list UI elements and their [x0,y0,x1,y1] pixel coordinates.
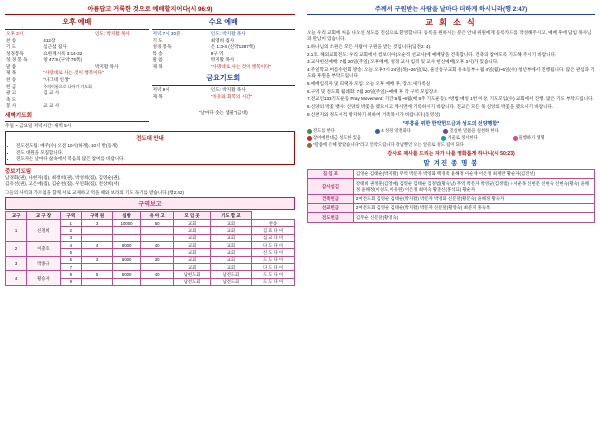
table-cell: 30 [140,256,174,263]
afternoon-head: 오후 예배 [62,19,92,26]
table-row [308,179,595,194]
row-right: 인도: 박지활 목사 [94,31,130,37]
list-item: • 전도자는 날마다 삶속에서 복음의 많은 참여를 바랍니다. [16,156,291,162]
news-item: 5.예배임직자 및 피택자 모임: 오늘 오후 예배 후, 장소:새가족실 [307,81,431,87]
list-item [441,135,510,141]
row-label: 제 목 [152,94,163,99]
col-header: 심방 [113,212,141,219]
worship-section [5,17,295,129]
church-news-body [307,30,595,118]
table-cell [113,227,141,234]
table-cell: 다 도 다 이 [252,264,295,271]
table-cell: 3 [81,219,112,226]
offering-category: 감사섬김 [308,179,354,194]
district-number: 2 [6,241,27,256]
offering-category: 전도헌금 [308,213,354,222]
table-cell: 교회 [174,249,210,256]
table-cell: 신 도 다 이 [252,249,295,256]
table-cell: 남전도회 [210,271,251,278]
friday-prayer-table [152,87,296,100]
col-header: 구역 원 [81,212,112,219]
table-row [6,271,295,278]
offering-category: 집 임 포 [308,170,354,179]
table-cell: 교회 [174,264,210,271]
table-cell: 5 [81,271,112,278]
table-cell: 교회 [174,234,210,241]
table-cell: 남전도회 [210,278,251,285]
icon-label: 진실한 말씀을 실천하 한다 [449,128,499,134]
evangelism-guide-list [9,143,291,162]
table-cell: 교회 [174,227,210,234]
row-label: 기 도 [152,37,163,43]
table-cell: 도 도 다 이 [252,256,295,263]
icon-label: 장어애완대금 성도한 있음 [313,135,362,141]
row-label: 저녁 7시 30분 [152,31,181,37]
intercessory-team-head: 중보기도팀 [5,169,32,176]
table-cell [140,249,174,256]
circle-icon [307,129,312,134]
row-label: 헌 금 [6,83,17,89]
news-item: 2.1호. 해외교회전도: 우리 교회에서 컴보디아(오순직 선교사)에 예배당을 건축합니다. 건축의 참여도록 기도해 주시기 바랍니다. [307,51,557,57]
table-cell: 5 [60,249,81,256]
table-cell: 5000 [113,271,141,278]
table-cell: 1 [60,219,81,226]
offering-guide-head: *부흥을 위한 한약헌드금과 성도의 선양행함* [402,121,500,128]
table-cell [140,227,174,234]
row-label: 봉 사 [6,103,17,109]
row-label: 찬 송 [6,37,17,43]
table-cell: 교회 [174,256,210,263]
list-item [307,142,586,148]
col-header: 기도 합 교 [210,212,251,219]
row-right: 인도: 박지활 목사 [210,31,246,37]
left-footnote: 그들의 사역과 가르침을 함께 서로 교제하고 먹을 때와 보라의 기도 독기를 받습니다.(행2:42) [5,189,184,195]
icon-label: *말씀에 은혜 받았습니다"라고 언약드립니다 강남뿐인 오는 알콜로 성도 됨이 되다 [313,142,464,148]
list-item [307,135,439,141]
church-news-title: 교 회 소 식 [425,18,477,27]
offering-icon-list [307,128,595,148]
row-mid: 9구 역 [210,50,224,56]
district-number: 4 [6,271,27,286]
table-row [5,103,149,110]
row-mid: "사랑대로 사는 것이 행복이다" [43,70,104,76]
row-mid: 박지활 목사 [210,57,235,63]
friday-prayer-head: 금요기도회 [206,75,241,83]
table-cell: 8 [60,271,81,278]
offering-category: 선교헌금 [308,204,354,213]
table-cell: 50 [140,219,174,226]
row-mid: 김 교 사 [43,90,60,96]
table-cell: 도 도 다 이 [252,278,295,285]
row-mid: "사명대로 사는 것이 행복이다" [210,63,272,69]
table-cell: 6 [60,256,81,263]
table-cell: 교회 [210,227,251,234]
wednesday-worship [152,17,296,129]
district-leader: 신철희 [27,219,61,241]
row-mid: 창 47:9 (구약 75쪽) [43,57,82,63]
afternoon-table [5,31,149,109]
col-header: 모 임 곳 [174,212,210,219]
table-cell [113,278,141,285]
table-cell: 찬송 [252,219,295,226]
table-row [308,213,595,222]
table-cell: 교회 [210,234,251,241]
table-row [308,194,595,203]
offering-names: 김무순 신문달(황영숙) [353,213,594,222]
row-label: 찬 송 [6,77,17,82]
wednesday-head: 수요 예배 [208,19,238,26]
row-mid: 은 1:3-4 (신약1287쪽) [210,44,255,50]
col-header: 교 구 장 [27,212,61,219]
wednesday-table [152,31,296,70]
circle-icon [307,143,312,148]
circle-icon [443,129,448,134]
table-cell [81,227,112,234]
icon-label: 4 성경 앙전화다 [381,128,411,134]
circle-icon [375,129,380,134]
row-label: 특 송 [152,50,163,56]
district-rows [6,219,295,285]
district-number: 3 [6,256,27,271]
table-cell: 10000 [113,219,141,226]
right-banner: 주께서 구원받는 사람을 날마다 더하게 하시니라(행 2:47) [307,4,595,15]
row-label: 제 목 [6,70,17,76]
afternoon-worship [5,17,149,129]
table-row [152,94,296,101]
table-cell: 남현도회 [174,271,210,278]
evangelism-guide-title: 전도대 안내 [136,136,164,143]
icon-label: 겨울로 정서한다 [447,135,478,141]
row-mid: 최영희 집사 [210,37,235,43]
row-label: 오후 3시 [6,31,24,37]
intercessory-team-line-1: 남경화(권), 나현자(집), 최정희(권), 박성희(집), 김영순(권), [5,175,121,181]
dawn-prayer-line-2: "날마다 솟는 샘물"(금대) [198,110,248,116]
row-label: 성경봉독 [6,50,24,56]
district-number: 1 [6,219,27,241]
district-leader: 박종규 [27,256,61,271]
table-cell [81,249,112,256]
district-report-title: 구역보고 [5,197,295,210]
table-cell [113,249,141,256]
table-cell [113,234,141,241]
offering-category: 건축헌금 [308,194,354,203]
list-item [307,128,373,134]
row-mid: 412장 [43,37,56,43]
news-item: 1.하나님의 소원은 모든 사람이 구원을 받는 것입니다(딤전2: 4). [307,44,432,50]
table-cell: 교회 [174,241,210,248]
news-item: 3.교사헌신예배: 7월 20일(주일) 오후예배, 성경 교사 임직 및 교사 헌신예배(오후 3시)가 있습니다. [307,59,499,65]
row-mid: 주의이름으로 나아가 기도회 [43,83,92,89]
evangelism-guide-box [5,131,295,165]
table-row [6,241,295,248]
table-cell: 3 [60,234,81,241]
table-row [152,64,296,71]
servants-rows [308,170,595,223]
intercessory-team-line-2: 김유선(권), 고은애(집), 김순천(집), 우연화(집), 전상희(서) [5,181,120,187]
dawn-prayer-line-1: 주일 ~ 금요일 저녁시간: 새벽 5시 [5,123,72,129]
table-cell [140,234,174,241]
table-cell: 교회 [210,219,251,226]
table-cell: 2 [60,227,81,234]
row-mid: 심근섭 집사 [43,44,67,50]
table-row [6,256,295,263]
offering-names: 2여전도회 김영순 김태순(박지활) 박문자 박영화 신문달(황문숙) 윤해정 황숙자 [353,194,594,203]
table-cell: 3 [81,256,112,263]
dawn-prayer-head: 새벽기도회 [5,113,33,120]
table-cell: 교회 [174,219,210,226]
table-cell [81,264,112,271]
row-mid: 요한계시록 3:14-22 [43,50,83,56]
table-cell: 교회 [210,241,251,248]
news-item: 7.전교인133기도운동 Pray Movement: 기간:6월~8월(매 8주 기도운동). *방법:매일 1번 이상, 기도모임(수) 교회에서 진행. 많은 기도 부탁드립니다. [307,96,594,102]
row-label: 저녁 9시 [152,87,170,93]
row-label: 기 도 [6,44,17,50]
table-row [6,219,295,226]
row-mid: "나그네 인생" [43,77,71,82]
row-label: 말 씀 [6,63,17,69]
list-item: • 전도 대원을 모집합니다. [16,150,291,156]
table-cell: 십 교 다 미 [252,234,295,241]
table-cell [113,264,141,271]
col-header: 구역 [60,212,81,219]
table-cell: 교회 [210,249,251,256]
row-right: 박지활 목사 [94,63,119,69]
icon-label: 전도를 한다 [313,128,335,134]
table-cell: 9 [60,278,81,285]
table-cell: 다 도 다 이 [252,241,295,248]
row-label: 제 목 [152,63,163,69]
table-cell: 4 [60,241,81,248]
district-report-table [5,211,295,286]
right-column [300,0,600,424]
district-leader: 황승자 [27,271,61,286]
news-item: 오늘 우리 교회에 처음 나오신 성도를 진심으로 환영합니다. 등록을 원하시는 분은 안내 위원에게 등록카드를 작성해주시고, 예배 후에 담임 목사님과 만남이 있습니다. [307,30,592,42]
servants-title: 맡 겨진 종 명 봉 [423,160,479,168]
row-label: 성경 봉독 [152,44,172,50]
offering-names: 강태희 권정훈(김영예) 김영순 김태순 김정범(황숙남) 무역 박문자 박영균(김정범)＋서운목 신현문 신현숙 신현숙(황숙) 윤해정 윤해정(이성도,이유원) 이은정 최미숙 황준신(홍석묘) 황순자 [353,179,594,194]
offering-names: 2여전도회 김영순 김태순(박지활) 박문자 신문달(황영숙) 최분지 홍숙옥 [353,204,594,213]
district-leader: 이충호 [27,241,61,256]
table-cell [140,264,174,271]
table-cell: 40 [140,241,174,248]
row-label: 광 고 [6,90,17,96]
table-cell: 40 [140,271,174,278]
table-cell: 김 효 다 미 [252,227,295,234]
row-mid: 교 교 사 [43,103,60,109]
news-item: 9.신천지와 정도시적 방지하기 위하여 거족목시가 바랍니다.(동영상) [307,111,440,117]
table-cell: 4 [81,241,112,248]
table-cell [140,278,174,285]
table-cell: 도 도 다 이 [252,271,295,278]
news-item: 4.주일학교 여름수련회 방송: 오늘 오후7시 24일(목)~26일(토), 울산동구교회 유초등부＋월 4일(월)~6일(수) 청년부에서 진행됩니다. 많은 관심과 기도와 후원을 부탁드립니다. [307,67,595,79]
offering-names: 김영순 김태순(박지활) 무역 박문자 박영화 백경옥 윤해정 이순재 이은정 최재란 황순자(김진선) [353,170,594,179]
table-cell: 5000 [113,256,141,263]
col-header: 교구 [6,212,27,219]
row-right: 인도: 박지활 목사 [210,87,246,93]
row-mid: "치유와 회복의 시간" [210,94,253,99]
list-item [443,128,581,134]
offering-verse: 감사로 제사를 드리는 자가 나를 영화롭게 하나니(시 50:23) [387,151,515,158]
news-item: 6.구역 및 전도회 월례회: 7월 20일(주일)~예배 후 각 구역 모임장소 [307,88,438,94]
table-cell: 7 [60,264,81,271]
table-cell: 교회 [210,264,251,271]
left-banner: 아름답고 거룩한 것으로 예배할지어다(시 96:9) [5,4,295,15]
circle-icon [441,136,446,141]
servants-table [307,169,595,223]
circle-icon [307,136,312,141]
row-label: 말 씀 [152,57,163,63]
table-cell [81,234,112,241]
table-header-row [6,212,295,219]
list-item: • 전도전도팀: 매주(수) 오전 10시(하계), 10시 반(동계) [16,143,291,149]
icon-label: 물행하기 생명 [518,135,545,141]
list-item [375,128,441,134]
table-cell: 5000 [113,241,141,248]
table-row [308,170,595,179]
row-label: 성 경 봉 독 [6,57,28,63]
circle-icon [513,136,518,141]
col-header: 유 아 고 [140,212,174,219]
table-cell: 남전도회 [174,278,210,285]
table-cell [81,278,112,285]
table-row [308,204,595,213]
table-cell: 교회 [210,256,251,263]
list-item [513,135,582,141]
row-label: 축 도 [6,96,17,102]
news-item: 8.신양의 박꽃 뱃사: 신양의 박꽃을 맺으시고 계시면에 기록하시기 바랍니다. 진교은 모든 목 신앙의 박꽃을 맺으시기 바랍니다. [307,104,554,110]
